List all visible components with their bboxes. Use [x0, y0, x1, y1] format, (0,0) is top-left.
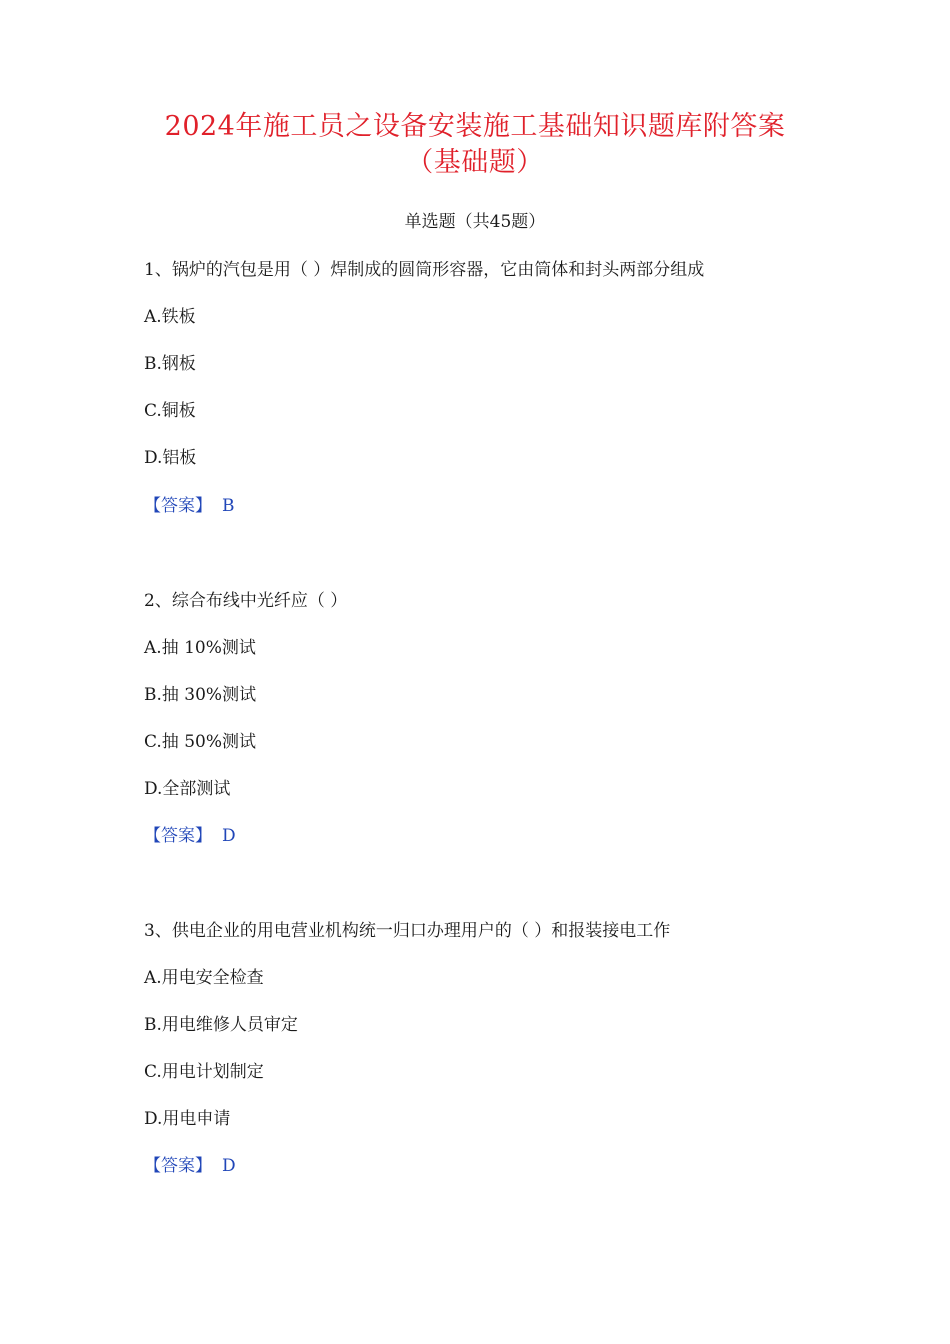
option-c: C.抽 50%测试	[144, 732, 256, 752]
document-title-line1: 2024年施工员之设备安装施工基础知识题库附答案	[164, 111, 786, 142]
option-d: D.铝板	[144, 448, 197, 468]
question-stem: 2、综合布线中光纤应（ ）	[144, 591, 348, 611]
option-a: A.铁板	[144, 307, 196, 327]
option-b: B.钢板	[144, 354, 196, 374]
answer-value: D	[222, 826, 236, 846]
answer-label: 【答案】	[144, 496, 212, 516]
answer-label: 【答案】	[144, 1156, 212, 1176]
question-stem: 3、供电企业的用电营业机构统一归口办理用户的（ ）和报装接电工作	[144, 921, 671, 941]
answer-value: D	[222, 1156, 236, 1176]
answer-line	[144, 494, 235, 518]
section-heading: 单选题（共45题）	[404, 212, 546, 232]
option-c: C.用电计划制定	[144, 1062, 264, 1082]
answer-line	[144, 824, 236, 848]
option-c: C.铜板	[144, 401, 196, 421]
option-a: A.抽 10%测试	[144, 638, 256, 658]
answer-label: 【答案】	[144, 826, 212, 846]
question-stem: 1、锅炉的汽包是用（ ）焊制成的圆筒形容器，它由筒体和封头两部分组成	[144, 260, 705, 280]
answer-value: B	[222, 496, 235, 516]
option-a: A.用电安全检查	[144, 968, 264, 988]
option-d: D.用电申请	[144, 1109, 231, 1129]
option-b: B.用电维修人员审定	[144, 1015, 298, 1035]
option-d: D.全部测试	[144, 779, 231, 799]
option-b: B.抽 30%测试	[144, 685, 257, 705]
document-title-line2: （基础题）	[406, 147, 544, 178]
answer-line	[144, 1154, 236, 1178]
